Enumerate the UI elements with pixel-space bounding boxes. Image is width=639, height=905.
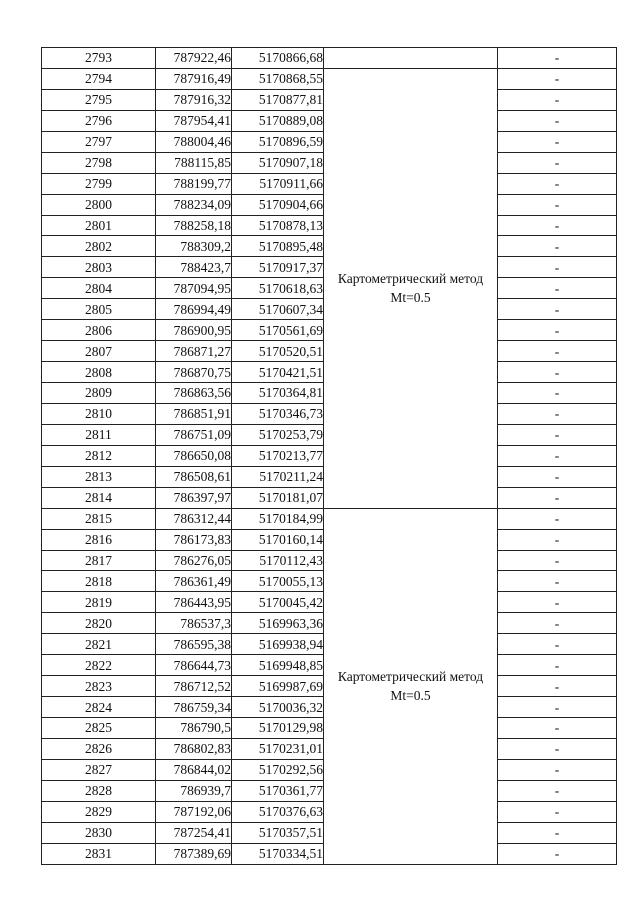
- x-coordinate-cell: 786802,83: [156, 738, 232, 759]
- x-coordinate-cell: 788004,46: [156, 131, 232, 152]
- y-coordinate-cell: 5170253,79: [232, 424, 324, 445]
- x-coordinate-cell: 786173,83: [156, 529, 232, 550]
- x-coordinate-cell: 787954,41: [156, 110, 232, 131]
- y-coordinate-cell: 5170364,81: [232, 383, 324, 404]
- x-coordinate-cell: 786870,75: [156, 362, 232, 383]
- y-coordinate-cell: 5170213,77: [232, 445, 324, 466]
- x-coordinate-cell: 786537,3: [156, 613, 232, 634]
- description-cell: -: [498, 529, 617, 550]
- description-cell: -: [498, 215, 617, 236]
- x-coordinate-cell: 786508,61: [156, 466, 232, 487]
- point-number-cell: 2794: [42, 68, 156, 89]
- description-cell: -: [498, 718, 617, 739]
- description-cell: -: [498, 194, 617, 215]
- method-cell: [324, 508, 498, 864]
- y-coordinate-cell: 5170904,66: [232, 194, 324, 215]
- point-number-cell: 2799: [42, 173, 156, 194]
- point-number-cell: 2820: [42, 613, 156, 634]
- description-cell: -: [498, 152, 617, 173]
- description-cell: -: [498, 571, 617, 592]
- description-cell: -: [498, 278, 617, 299]
- description-cell: -: [498, 655, 617, 676]
- point-number-cell: 2822: [42, 655, 156, 676]
- x-coordinate-cell: 786871,27: [156, 341, 232, 362]
- x-coordinate-cell: 786900,95: [156, 320, 232, 341]
- point-number-cell: 2809: [42, 383, 156, 404]
- description-cell: -: [498, 383, 617, 404]
- point-number-cell: 2819: [42, 592, 156, 613]
- y-coordinate-cell: 5170911,66: [232, 173, 324, 194]
- description-cell: -: [498, 508, 617, 529]
- y-coordinate-cell: 5170045,42: [232, 592, 324, 613]
- description-cell: -: [498, 550, 617, 571]
- x-coordinate-cell: 787192,06: [156, 801, 232, 822]
- description-cell: -: [498, 487, 617, 508]
- y-coordinate-cell: 5170520,51: [232, 341, 324, 362]
- point-number-cell: 2815: [42, 508, 156, 529]
- description-cell: -: [498, 320, 617, 341]
- y-coordinate-cell: 5170334,51: [232, 843, 324, 864]
- description-cell: -: [498, 48, 617, 69]
- description-cell: -: [498, 801, 617, 822]
- description-cell: -: [498, 445, 617, 466]
- point-number-cell: 2796: [42, 110, 156, 131]
- point-number-cell: 2829: [42, 801, 156, 822]
- x-coordinate-cell: 786443,95: [156, 592, 232, 613]
- table-row: [42, 508, 617, 529]
- y-coordinate-cell: 5170917,37: [232, 257, 324, 278]
- description-cell: -: [498, 822, 617, 843]
- x-coordinate-cell: 786759,34: [156, 697, 232, 718]
- point-number-cell: 2826: [42, 738, 156, 759]
- point-number-cell: 2800: [42, 194, 156, 215]
- description-cell: -: [498, 697, 617, 718]
- point-number-cell: 2814: [42, 487, 156, 508]
- point-number-cell: 2801: [42, 215, 156, 236]
- method-cell: [324, 48, 498, 69]
- y-coordinate-cell: 5170112,43: [232, 550, 324, 571]
- x-coordinate-cell: 786644,73: [156, 655, 232, 676]
- y-coordinate-cell: 5170877,81: [232, 89, 324, 110]
- y-coordinate-cell: 5170357,51: [232, 822, 324, 843]
- point-number-cell: 2825: [42, 718, 156, 739]
- point-number-cell: 2793: [42, 48, 156, 69]
- x-coordinate-cell: 786276,05: [156, 550, 232, 571]
- point-number-cell: 2816: [42, 529, 156, 550]
- y-coordinate-cell: 5170036,32: [232, 697, 324, 718]
- point-number-cell: 2828: [42, 780, 156, 801]
- y-coordinate-cell: 5170868,55: [232, 68, 324, 89]
- y-coordinate-cell: 5170211,24: [232, 466, 324, 487]
- method-name: Картометрический метод: [337, 271, 484, 287]
- description-cell: -: [498, 424, 617, 445]
- point-number-cell: 2811: [42, 424, 156, 445]
- x-coordinate-cell: 786595,38: [156, 634, 232, 655]
- y-coordinate-cell: 5170607,34: [232, 299, 324, 320]
- table-row: [42, 68, 617, 89]
- description-cell: -: [498, 403, 617, 424]
- x-coordinate-cell: 786712,52: [156, 676, 232, 697]
- coordinates-table: [41, 47, 617, 865]
- point-number-cell: 2797: [42, 131, 156, 152]
- x-coordinate-cell: 788309,2: [156, 236, 232, 257]
- y-coordinate-cell: 5170618,63: [232, 278, 324, 299]
- point-number-cell: 2808: [42, 362, 156, 383]
- x-coordinate-cell: 787254,41: [156, 822, 232, 843]
- description-cell: -: [498, 613, 617, 634]
- x-coordinate-cell: 788115,85: [156, 152, 232, 173]
- point-number-cell: 2821: [42, 634, 156, 655]
- y-coordinate-cell: 5170889,08: [232, 110, 324, 131]
- y-coordinate-cell: 5170878,13: [232, 215, 324, 236]
- x-coordinate-cell: 788423,7: [156, 257, 232, 278]
- description-cell: -: [498, 676, 617, 697]
- y-coordinate-cell: 5170292,56: [232, 759, 324, 780]
- description-cell: -: [498, 466, 617, 487]
- y-coordinate-cell: 5170376,63: [232, 801, 324, 822]
- point-number-cell: 2823: [42, 676, 156, 697]
- description-cell: -: [498, 173, 617, 194]
- point-number-cell: 2813: [42, 466, 156, 487]
- x-coordinate-cell: 786994,49: [156, 299, 232, 320]
- description-cell: -: [498, 89, 617, 110]
- point-number-cell: 2831: [42, 843, 156, 864]
- point-number-cell: 2817: [42, 550, 156, 571]
- x-coordinate-cell: 787389,69: [156, 843, 232, 864]
- y-coordinate-cell: 5169987,69: [232, 676, 324, 697]
- description-cell: -: [498, 299, 617, 320]
- x-coordinate-cell: 788258,18: [156, 215, 232, 236]
- x-coordinate-cell: 786851,91: [156, 403, 232, 424]
- x-coordinate-cell: 787916,49: [156, 68, 232, 89]
- x-coordinate-cell: 786312,44: [156, 508, 232, 529]
- description-cell: -: [498, 634, 617, 655]
- description-cell: -: [498, 257, 617, 278]
- y-coordinate-cell: 5169948,85: [232, 655, 324, 676]
- y-coordinate-cell: 5170421,51: [232, 362, 324, 383]
- x-coordinate-cell: 786361,49: [156, 571, 232, 592]
- x-coordinate-cell: 786939,7: [156, 780, 232, 801]
- x-coordinate-cell: 787094,95: [156, 278, 232, 299]
- y-coordinate-cell: 5170561,69: [232, 320, 324, 341]
- x-coordinate-cell: 788199,77: [156, 173, 232, 194]
- y-coordinate-cell: 5170129,98: [232, 718, 324, 739]
- point-number-cell: 2798: [42, 152, 156, 173]
- y-coordinate-cell: 5170055,13: [232, 571, 324, 592]
- y-coordinate-cell: 5170866,68: [232, 48, 324, 69]
- x-coordinate-cell: 786790,5: [156, 718, 232, 739]
- description-cell: -: [498, 236, 617, 257]
- y-coordinate-cell: 5169938,94: [232, 634, 324, 655]
- x-coordinate-cell: 786650,08: [156, 445, 232, 466]
- y-coordinate-cell: 5170181,07: [232, 487, 324, 508]
- x-coordinate-cell: 787922,46: [156, 48, 232, 69]
- point-number-cell: 2812: [42, 445, 156, 466]
- y-coordinate-cell: 5170896,59: [232, 131, 324, 152]
- x-coordinate-cell: 788234,09: [156, 194, 232, 215]
- y-coordinate-cell: 5170346,73: [232, 403, 324, 424]
- point-number-cell: 2806: [42, 320, 156, 341]
- description-cell: -: [498, 843, 617, 864]
- y-coordinate-cell: 5170231,01: [232, 738, 324, 759]
- description-cell: -: [498, 780, 617, 801]
- method-name: Картометрический метод: [337, 669, 484, 685]
- table-row: [42, 48, 617, 69]
- method-accuracy: Mt=0.5: [390, 290, 431, 306]
- x-coordinate-cell: 786863,56: [156, 383, 232, 404]
- point-number-cell: 2805: [42, 299, 156, 320]
- x-coordinate-cell: 786844,02: [156, 759, 232, 780]
- description-cell: -: [498, 738, 617, 759]
- description-cell: -: [498, 759, 617, 780]
- x-coordinate-cell: 787916,32: [156, 89, 232, 110]
- y-coordinate-cell: 5170907,18: [232, 152, 324, 173]
- point-number-cell: 2803: [42, 257, 156, 278]
- description-cell: -: [498, 110, 617, 131]
- y-coordinate-cell: 5170184,99: [232, 508, 324, 529]
- point-number-cell: 2804: [42, 278, 156, 299]
- point-number-cell: 2818: [42, 571, 156, 592]
- description-cell: -: [498, 68, 617, 89]
- point-number-cell: 2802: [42, 236, 156, 257]
- point-number-cell: 2810: [42, 403, 156, 424]
- x-coordinate-cell: 786751,09: [156, 424, 232, 445]
- description-cell: -: [498, 131, 617, 152]
- description-cell: -: [498, 362, 617, 383]
- y-coordinate-cell: 5170160,14: [232, 529, 324, 550]
- point-number-cell: 2830: [42, 822, 156, 843]
- point-number-cell: 2824: [42, 697, 156, 718]
- x-coordinate-cell: 786397,97: [156, 487, 232, 508]
- description-cell: -: [498, 341, 617, 362]
- method-cell: [324, 68, 498, 508]
- y-coordinate-cell: 5170895,48: [232, 236, 324, 257]
- description-cell: -: [498, 592, 617, 613]
- point-number-cell: 2827: [42, 759, 156, 780]
- method-accuracy: Mt=0.5: [390, 688, 431, 704]
- point-number-cell: 2807: [42, 341, 156, 362]
- y-coordinate-cell: 5170361,77: [232, 780, 324, 801]
- y-coordinate-cell: 5169963,36: [232, 613, 324, 634]
- point-number-cell: 2795: [42, 89, 156, 110]
